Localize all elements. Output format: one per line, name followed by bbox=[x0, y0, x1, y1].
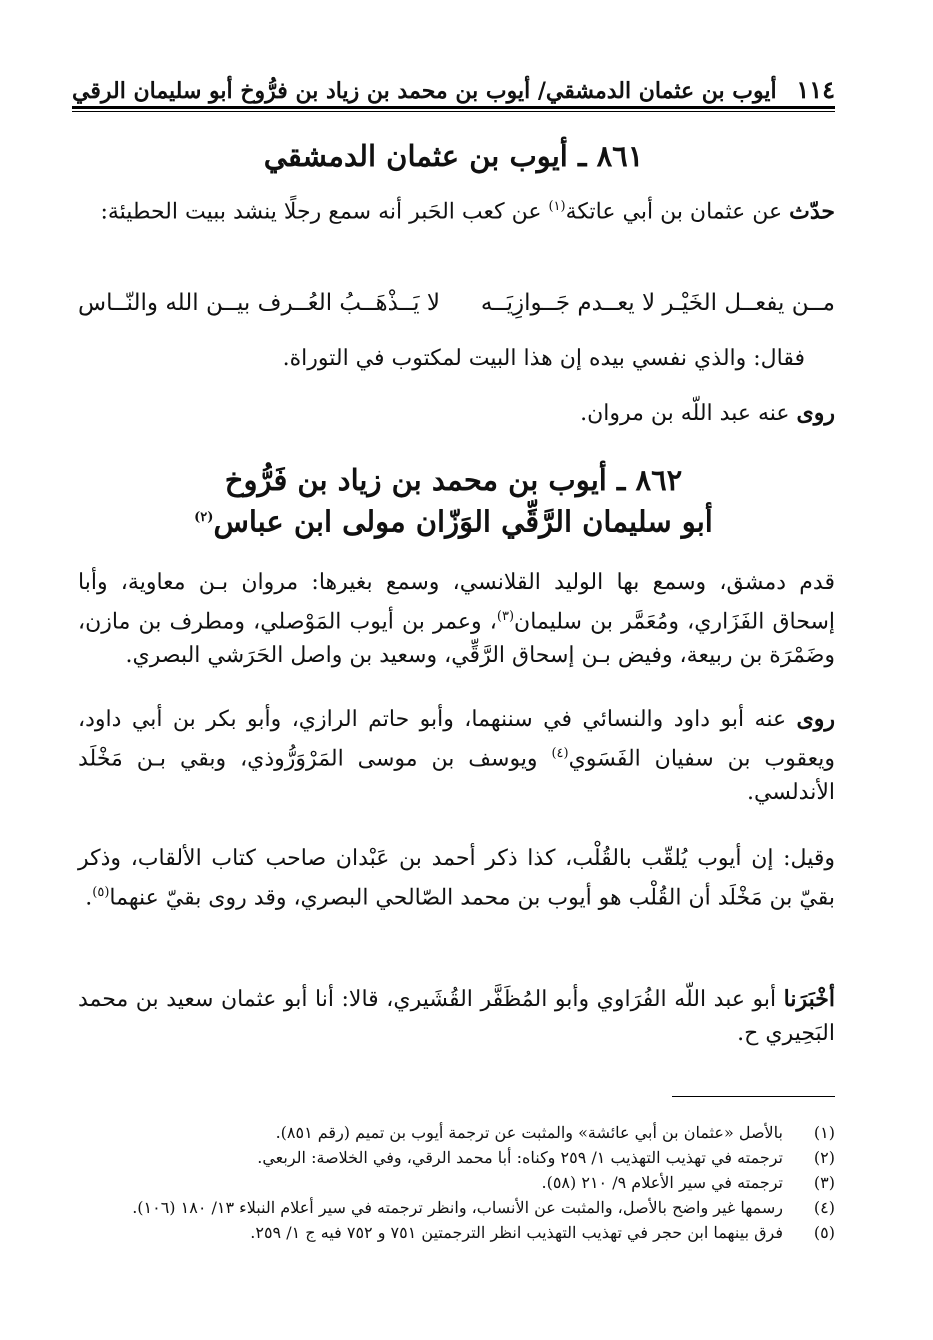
footnote-text: فرق بينهما ابن حجر في تهذيب التهذيب انظر الترجمتين ٧٥١ و ٧٥٢ فيه ج ١/ ٢٥٩. bbox=[250, 1223, 783, 1242]
entry-861-text-a: عن عثمان بن أبي عاتكة bbox=[565, 199, 790, 225]
entry-862-p1-text-a: قدم دمشق، وسمع بها الوليد القلانسي، وسمع بغيرها: مروان بـن معاوية، وأبا إسحاق الفَزَاري، ومُعَمَّر بن سليمان bbox=[78, 570, 835, 635]
page-number: ١١٤ bbox=[796, 75, 835, 104]
entry-862-paragraph-3 bbox=[78, 842, 835, 915]
footnote-2 bbox=[72, 1145, 835, 1170]
running-header bbox=[72, 62, 835, 104]
footnote-5 bbox=[72, 1220, 835, 1245]
footnote-ref-4[interactable]: (٤) bbox=[551, 746, 569, 761]
footnote-text: بالأصل «عثمان بن أبي عائشة» والمثبت عن ترجمة أيوب بن تميم (رقم ٨٥١). bbox=[275, 1123, 783, 1142]
entry-862-paragraph-2 bbox=[78, 702, 835, 810]
entry-862-paragraph-1 bbox=[78, 566, 835, 673]
entry-862-narrated-lead: روى bbox=[796, 706, 835, 732]
entry-862-informed-lead: أخْبَرَنا bbox=[783, 986, 835, 1012]
entry-861-narrated-lead: روى bbox=[796, 400, 835, 426]
entry-862-p2-text-b: ويوسف بن موسى المَرْوَرُّوذي، وبقي بـن مَخْلَد الأندلسي. bbox=[78, 746, 835, 806]
footnotes bbox=[72, 1120, 835, 1245]
entry-861-lead-word: حدّث bbox=[789, 198, 835, 225]
poem-verse bbox=[78, 290, 835, 316]
footnote-ref-2[interactable]: (٢) bbox=[194, 510, 214, 525]
footnote-ref-5[interactable]: (٥) bbox=[92, 885, 110, 900]
header-rule-thin bbox=[72, 111, 835, 112]
entry-861-title: ٨٦١ ـ أيوب بن عثمان الدمشقي bbox=[263, 139, 644, 173]
entry-862-paragraph-4 bbox=[78, 982, 835, 1051]
footnote-number: (٤) bbox=[813, 1198, 835, 1217]
entry-861-text-b: عن كعب الحَبر أنه سمع رجلًا ينشد ببيت الحطيئة: bbox=[100, 199, 549, 225]
footnote-number: (٥) bbox=[813, 1223, 835, 1242]
footnote-number: (٢) bbox=[813, 1148, 835, 1167]
header-rule bbox=[72, 106, 835, 109]
entry-862-title-line-1: ٨٦٢ ـ أيوب بن محمد بن زياد بن فَرُّوخ bbox=[224, 463, 683, 497]
entry-862-p4-text: أبو عبد اللّه الفُرَاوي وأبو المُظَفَّر القُشَيري، قالا: أنا أبو عثمان سعيد بن محمد البَحِيري ح. bbox=[78, 987, 835, 1046]
entry-862-p3-text-b: . bbox=[85, 885, 93, 911]
running-title: أيوب بن عثمان الدمشقي/ أيوب بن محمد بن زياد بن فرُّوخ أبو سليمان الرقي bbox=[72, 78, 777, 104]
footnote-text: ترجمته في تهذيب التهذيب ١/ ٢٥٩ وكناه: أبا محمد الرقي، وفي الخلاصة: الربعي. bbox=[257, 1148, 783, 1167]
entry-862-p3-text-a: وقيل: إن أيوب يُلقّب بالقُلْب، كذا ذكر أحمد بن عَبْدان صاحب كتاب الألقاب، وذكر بقيّ بن مَخْلَد أن القُلْب هو أيوب بن محمد الصّالحي البصري، وقد روى بقيّ عنهما bbox=[78, 846, 835, 911]
entry-862-title-text: أبو سليمان الرَّقِّي الوَزّان مولى ابن عباس bbox=[213, 504, 713, 539]
verse-second-hemistich: لا يَــذْهَــبُ العُــرف بيــن الله والنّــاس bbox=[78, 290, 440, 316]
footnote-1 bbox=[72, 1120, 835, 1145]
entry-862-p2-text-a: عنه أبو داود والنسائي في سننهما، وأبو حاتم الرازي، وأبو بكر بن أبي داود، ويعقوب بن سفيان الفَسَوي bbox=[78, 707, 835, 772]
footnote-separator bbox=[672, 1096, 835, 1097]
entry-862-title-line-2 bbox=[72, 500, 835, 540]
entry-861-paragraph-2: فقال: والذي نفسي بيده إن هذا البيت لمكتوب في التوراة. bbox=[282, 346, 805, 371]
footnote-ref-1[interactable]: (١) bbox=[548, 199, 566, 214]
entry-862-p1-text-b: ، وعمر بن أيوب المَوْصلي، ومطرف بن مازن، وضَمْرَة بن ربيعة، وفيض بـن إسحاق الرَّقِّي، وسعيد بن واصل الحَرَشي البصري. bbox=[78, 609, 835, 669]
entry-861-paragraph-3 bbox=[78, 396, 835, 431]
footnote-number: (٣) bbox=[813, 1173, 835, 1192]
verse-first-hemistich: مــن يفعــل الخَيْـر لا يعــدم جَــوازِيَــه bbox=[480, 290, 835, 316]
footnote-3 bbox=[72, 1170, 835, 1195]
entry-861-paragraph-1 bbox=[78, 190, 835, 229]
footnote-text: رسمها غير واضح بالأصل، والمثبت عن الأنساب، وانظر ترجمته في سير أعلام النبلاء ١٣/ ١٨٠ (١٠٦). bbox=[132, 1198, 783, 1217]
footnote-number: (١) bbox=[813, 1123, 835, 1142]
entry-861-narrated-text: عنه عبد اللّه بن مروان. bbox=[580, 401, 797, 426]
footnote-4 bbox=[72, 1195, 835, 1220]
footnote-ref-3[interactable]: (٣) bbox=[496, 609, 515, 624]
footnote-text: ترجمته في سير الأعلام ٩/ ٢١٠ (٥٨). bbox=[541, 1173, 783, 1192]
